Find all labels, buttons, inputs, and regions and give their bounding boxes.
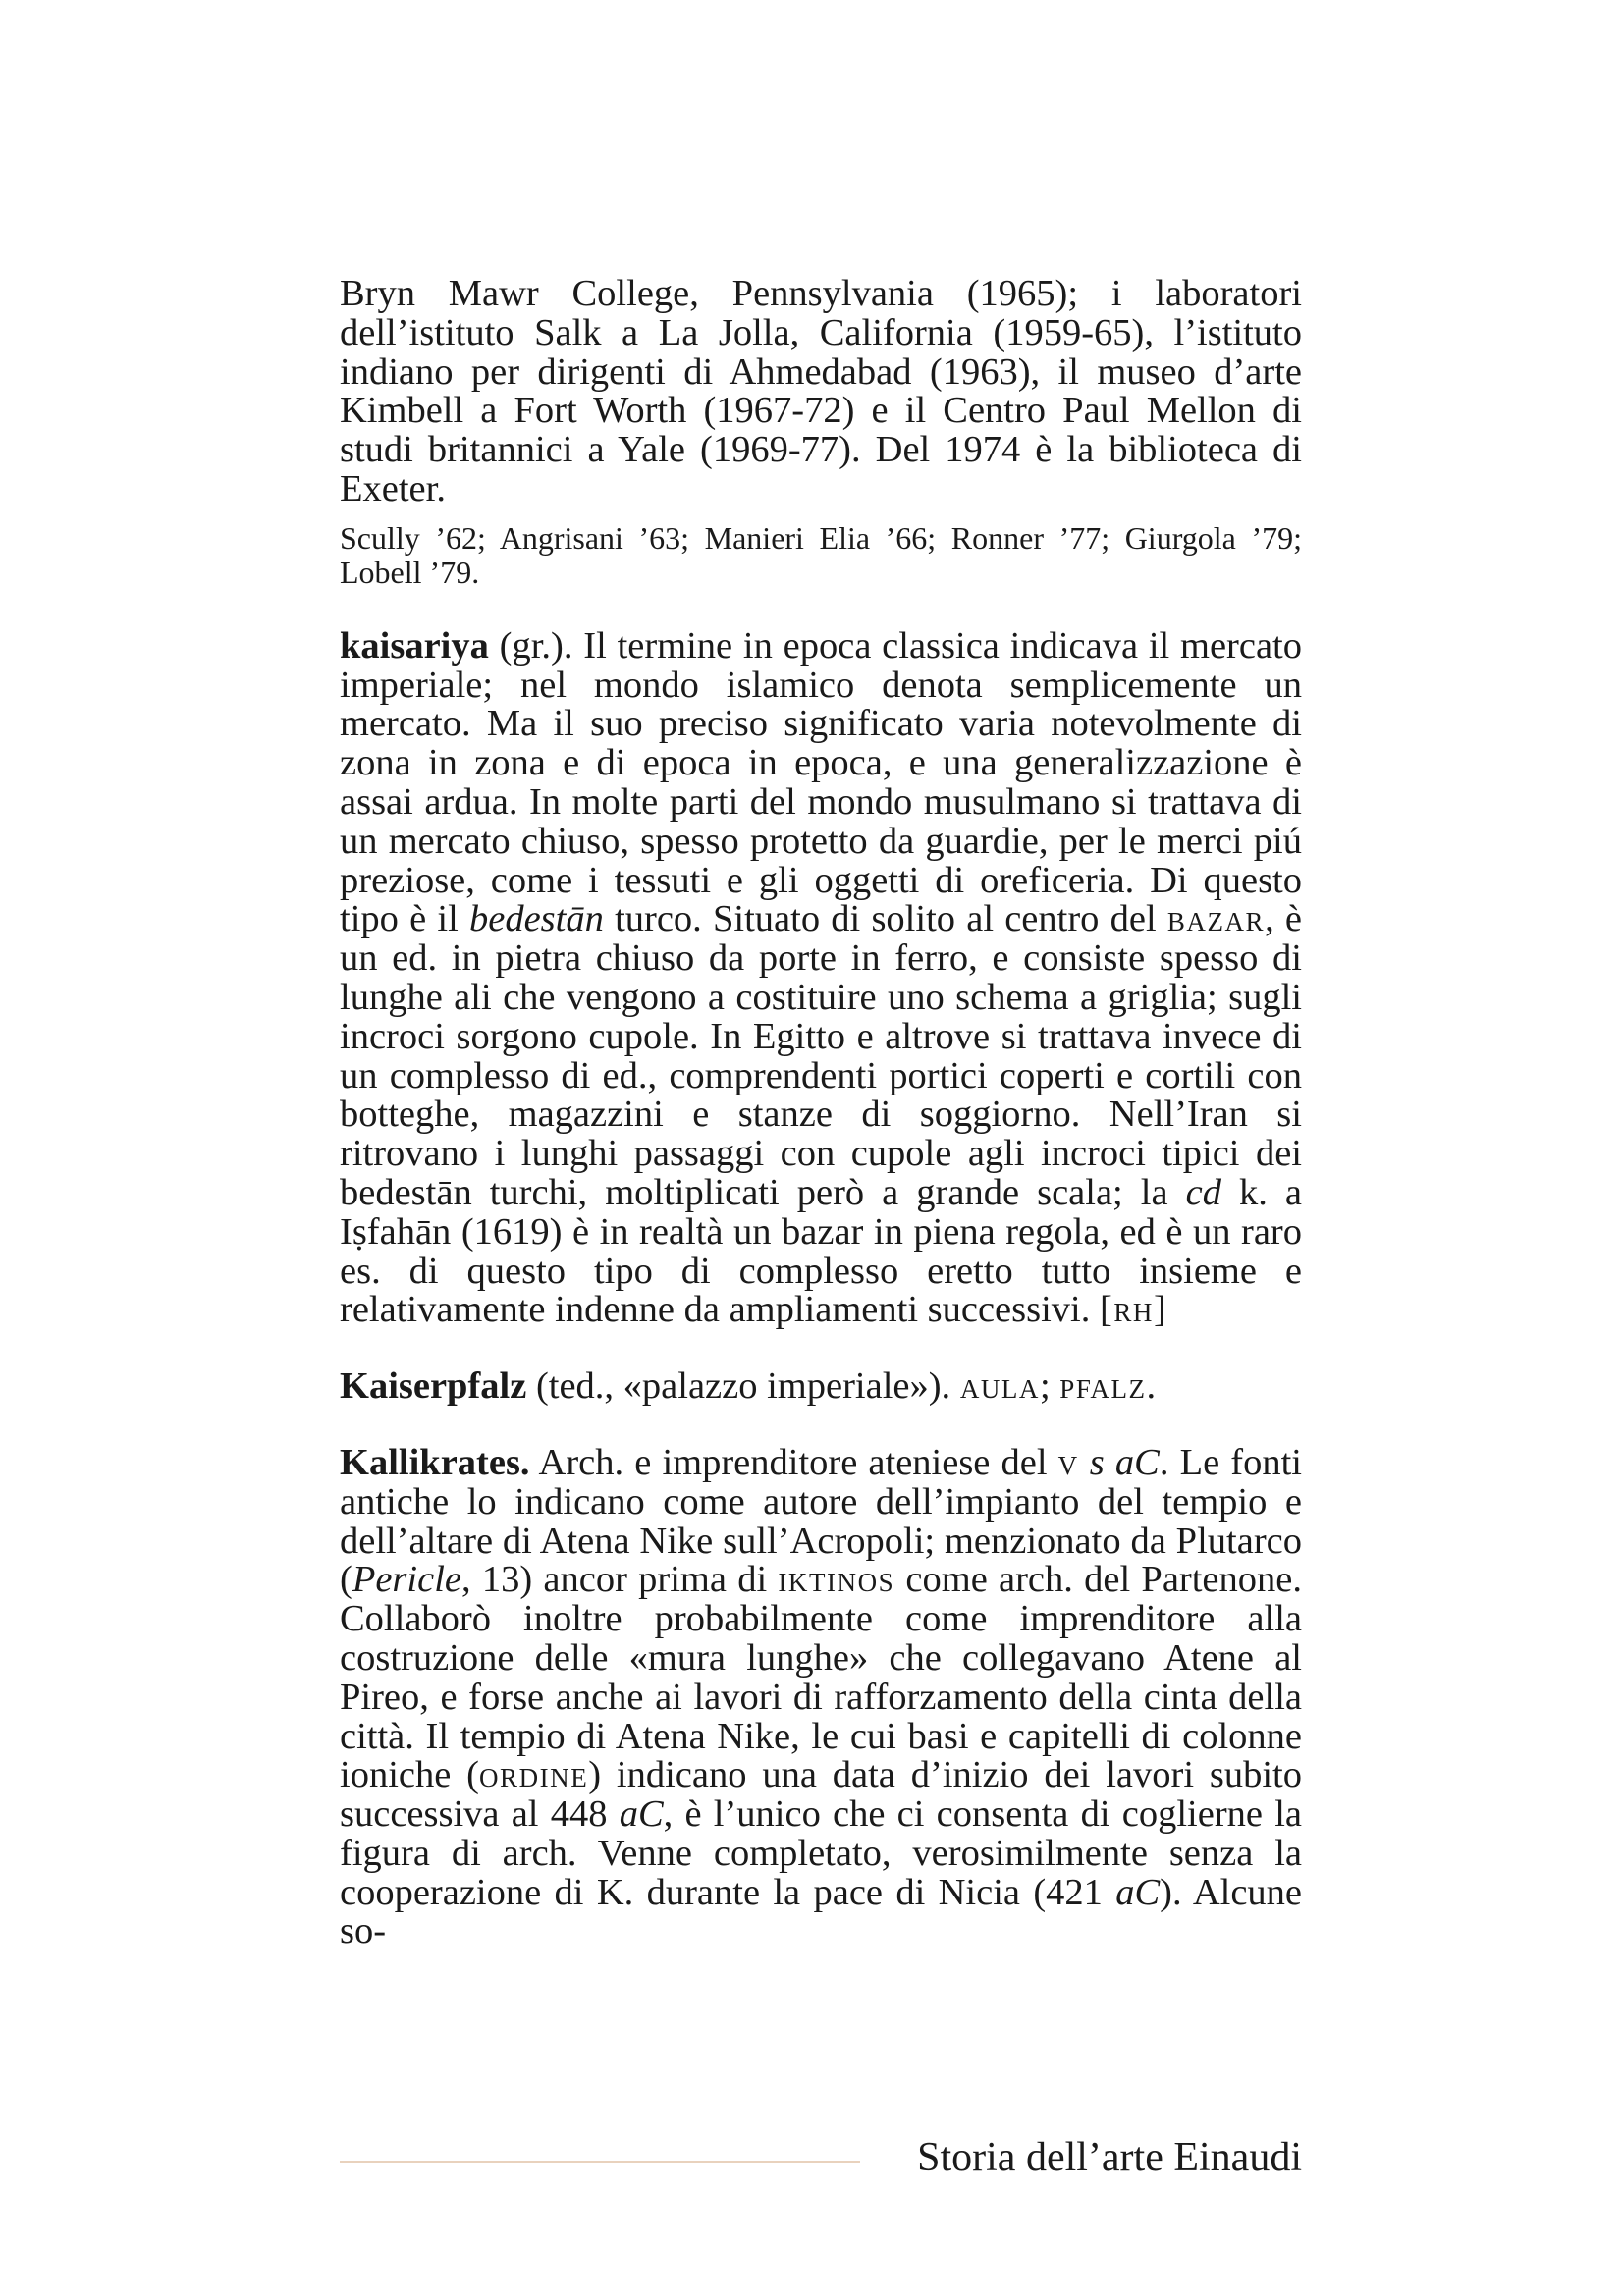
entry-text: , 13) ancor prima di: [461, 1559, 779, 1601]
footer-title: Storia dell’arte Einaudi: [917, 2135, 1302, 2180]
entry-kaisariya: [340, 624, 1302, 1331]
italic-term: bedestān: [469, 898, 604, 940]
cross-reference-bazar[interactable]: bazar: [1166, 898, 1266, 940]
italic-term: aC: [1115, 1871, 1161, 1913]
cross-reference-ordine[interactable]: ordine: [479, 1754, 589, 1796]
cross-reference-iktinos[interactable]: iktinos: [778, 1559, 895, 1601]
intro-text: Bryn Mawr College, Pennsylvania (1965); i laboratori dell’istituto Salk a La Jolla, California (1959-65), l’istituto indiano per dirigenti di Ahmedabad (1963), il museo d’arte Kimbell a Fort Worth (1967-72) e il Centro Paul Mellon di studi britannici a Yale (1969-77). Del 1974 è la biblioteca di Exeter.: [340, 273, 1302, 509]
intro-paragraph: [340, 275, 1302, 509]
entry-text: (ted., «palazzo imperiale»).: [526, 1365, 960, 1408]
entry-kallikrates: [340, 1441, 1303, 1952]
author-initials: [rh]: [1100, 1289, 1168, 1331]
entry-text: (gr.). Il termine in epoca classica indicava il mercato imperiale; nel mondo islamico denota semplicemente un mercato. Ma il suo preciso significato varia notevolmente di zona in zona e di epoca in epoca, e una generalizzazione è assai ardua. In molte parti del mondo musulmano si trattava di un mercato chiuso, spesso protetto da guardie, per le merci piú preziose, come i tessuti e gli oggetti di oreficeria. Di questo tipo è il: [340, 624, 1302, 940]
italic-term: aC: [619, 1793, 664, 1836]
bibliography-text: Scully ’62; Angrisani ’63; Manieri Elia ’66; Ronner ’77; Giurgola ’79; Lobell ’79.: [340, 519, 1302, 590]
entry-text: ) indicano una data d’inizio dei lavori subito successiva al 448: [340, 1754, 1303, 1836]
footer-rule: [340, 2161, 860, 2163]
headword-kaiserpfalz: Kaiserpfalz: [340, 1365, 527, 1408]
italic-term: cd: [1185, 1171, 1221, 1213]
entry-text: , è l’unico che ci consenta di coglierne la figura di arch. Venne completato, verosimilmente senza la cooperazione di K. durante la pace di Nicia (421: [340, 1793, 1302, 1913]
entry-text: .: [1146, 1365, 1157, 1408]
entry-text: k. a Iṣfahān (1619) è in realtà un bazar in piena regola, ed è un raro es. di questo tipo di complesso eretto tutto insieme e relativamente indenne da ampliamenti successivi.: [340, 1171, 1302, 1331]
entry-text: . Le fonti antiche lo indicano come autore dell’impianto del tempio e dell’altare di Atena Nike sull’Acropoli; menzionato da Plutarco (: [340, 1441, 1302, 1601]
italic-term: Pericle: [352, 1559, 461, 1601]
bibliography: [340, 521, 1302, 590]
cross-reference-pfalz[interactable]: pfalz: [1059, 1365, 1147, 1408]
entry-text: , è un ed. in pietra chiuso da porte in ferro, e consiste spesso di lunghe ali che vengono a costituire uno schema a griglia; sugli incroci sorgono cupole. In Egitto e altrove si trattava invece di un complesso di ed., comprendenti portici coperti e cortili con botteghe, magazzini e stanze di soggiorno. Nell’Iran si ritrovano i lunghi passaggi con cupole agli incroci tipici dei bedestān turchi, moltiplicati però a grande scala; la: [340, 898, 1302, 1213]
entry-text: Arch. e imprenditore ateniese del: [529, 1441, 1058, 1483]
italic-term: s aC: [1089, 1441, 1160, 1483]
headword-kaisariya: kaisariya: [340, 624, 489, 667]
entry-text: come arch. del Partenone. Collaborò inoltre probabilmente come imprenditore alla costruzione delle «mura lunghe» che collegavano Atene al Pireo, e forse anche ai lavori di rafforzamento della cinta della città. Il tempio di Atena Nike, le cui basi e capitelli di colonne ioniche (: [340, 1559, 1302, 1796]
page-body: [340, 275, 1302, 1951]
entry-text: [1079, 1442, 1090, 1483]
headword-kallikrates: Kallikrates.: [340, 1441, 530, 1483]
entry-text: ). Alcune so-: [340, 1871, 1303, 1952]
entry-text: ;: [1039, 1365, 1060, 1408]
page-footer: [340, 2128, 1302, 2187]
cross-reference-aula[interactable]: aula: [959, 1365, 1040, 1408]
century-numeral: v: [1057, 1441, 1079, 1483]
entry-text: turco. Situato di solito al centro del: [603, 898, 1167, 940]
entry-kaiserpfalz: [340, 1367, 1302, 1407]
